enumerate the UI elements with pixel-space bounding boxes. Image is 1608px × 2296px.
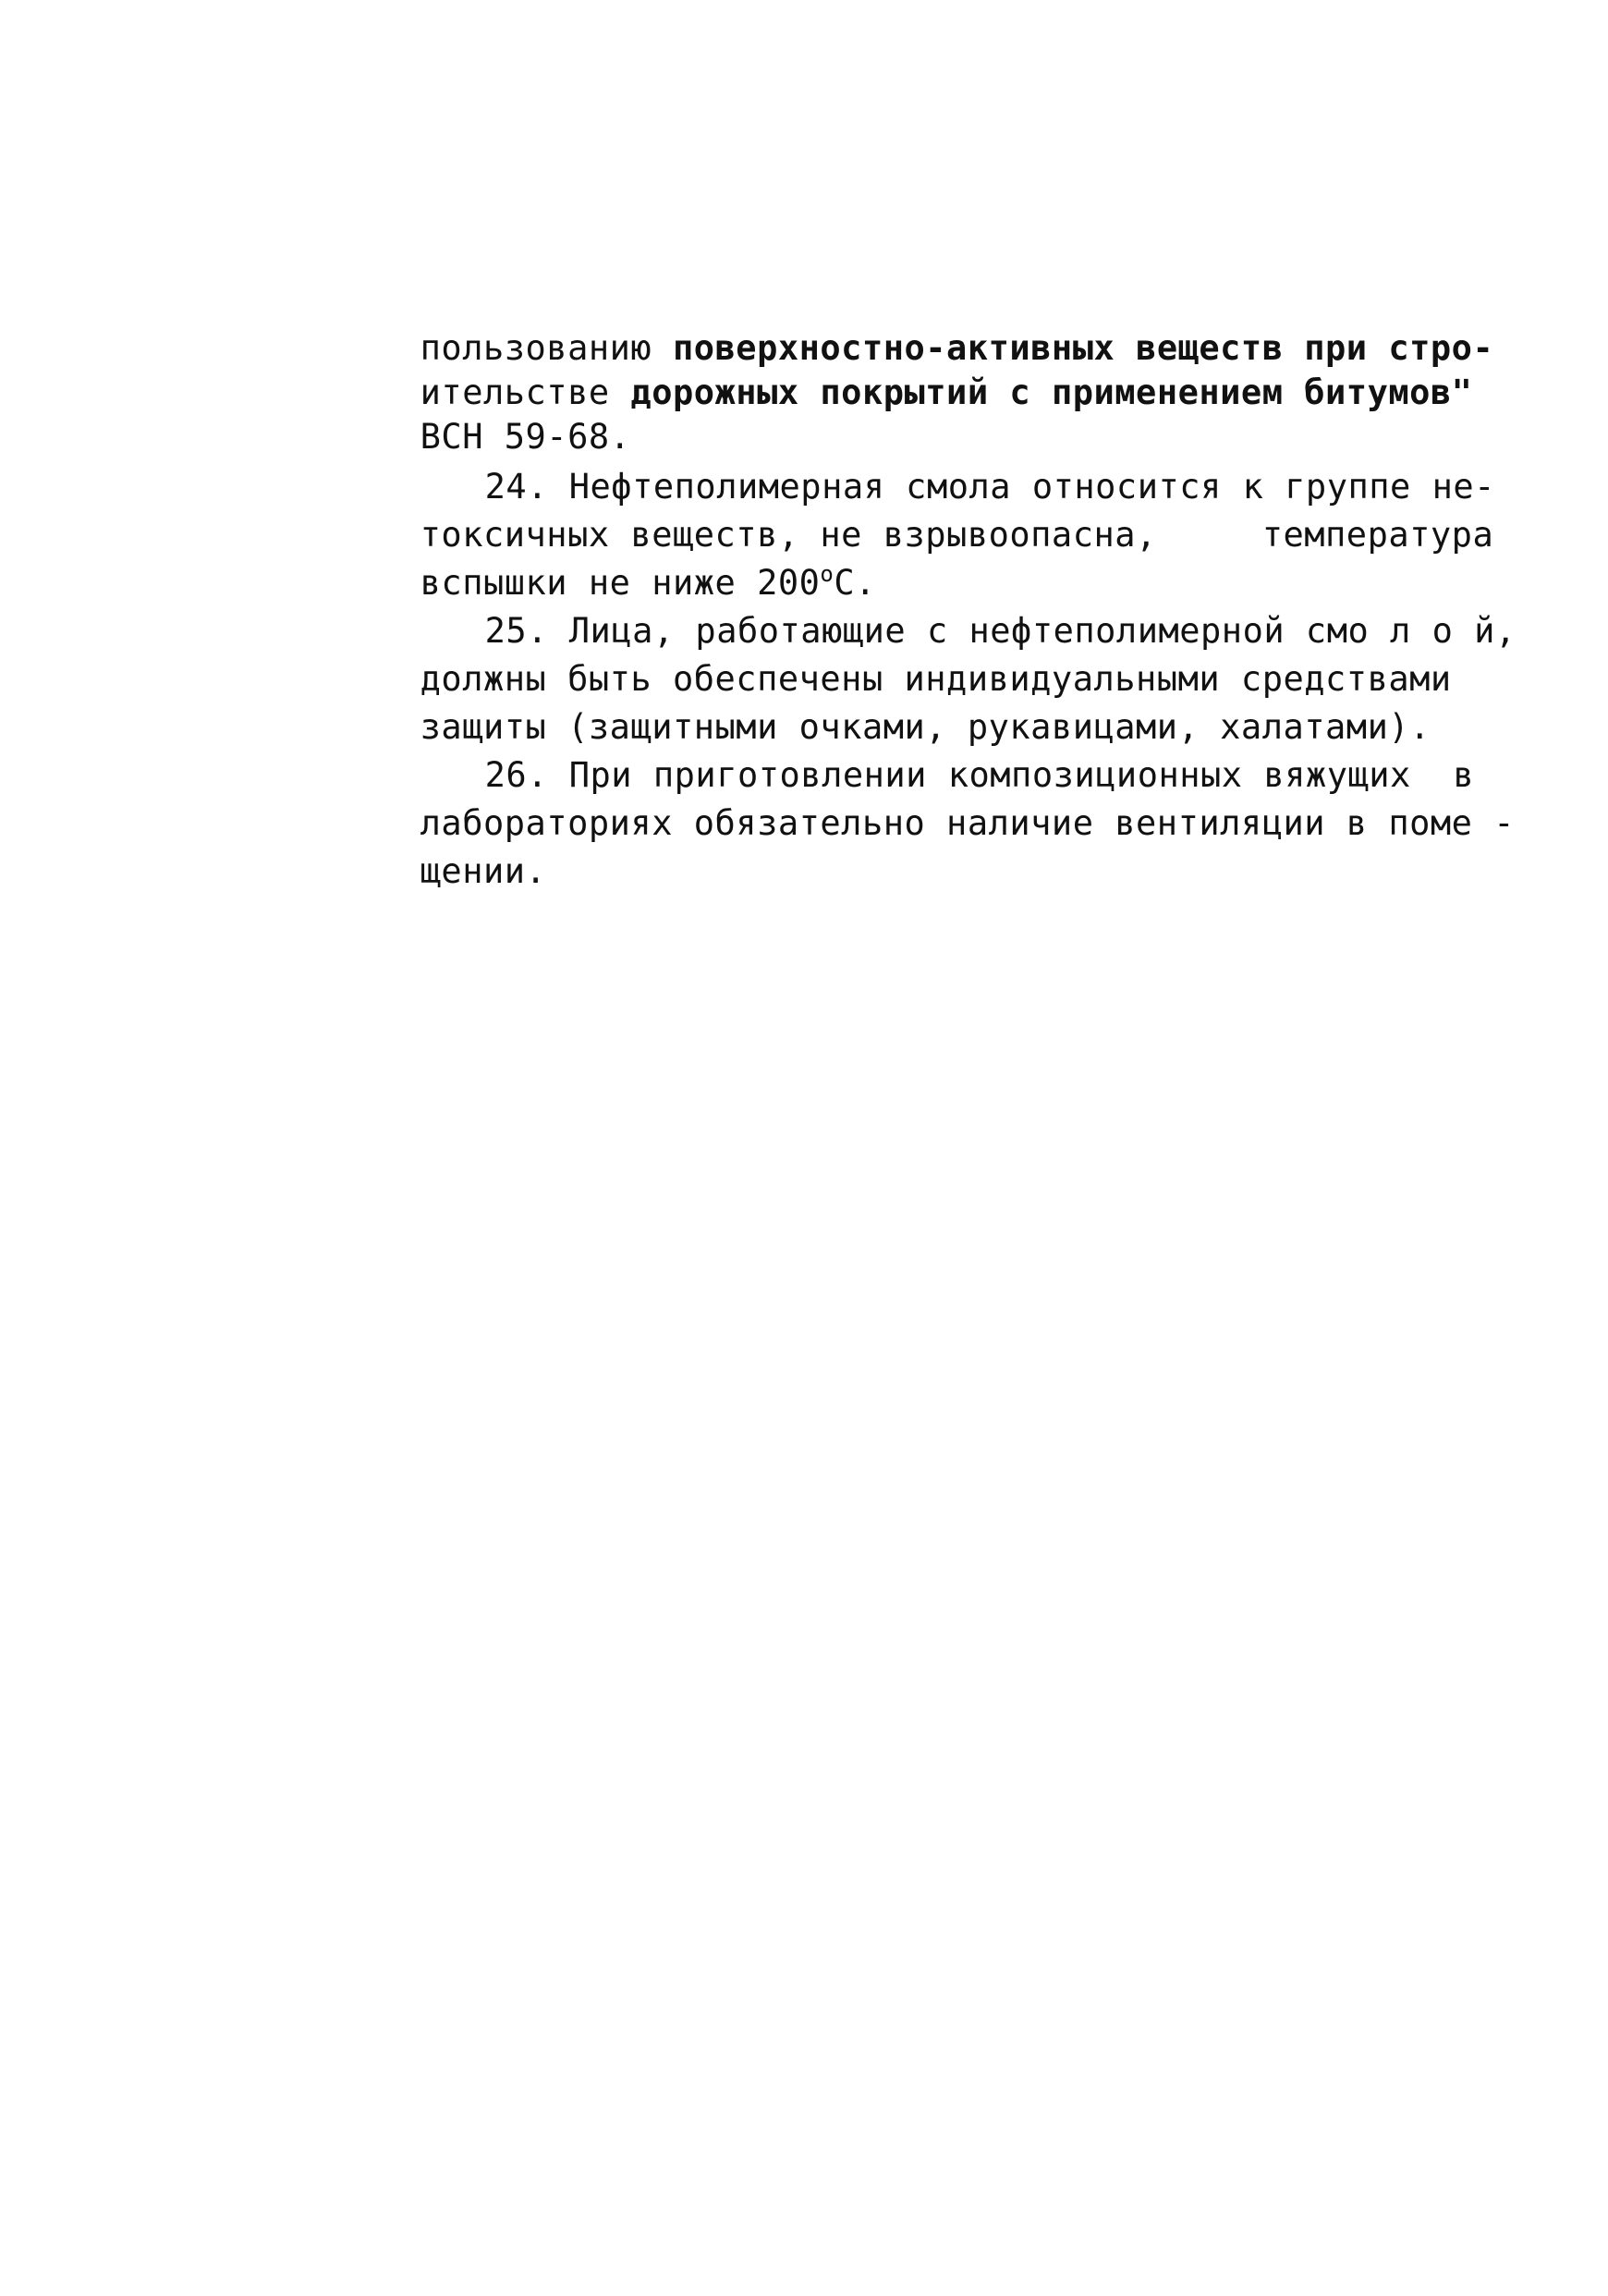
text-line-3 bbox=[294, 371, 631, 457]
degree-mark: о bbox=[820, 561, 834, 587]
paragraph-25-line-2 bbox=[294, 613, 1452, 699]
line-6-text: вспышки не ниже 200 bbox=[420, 563, 821, 603]
line-10-text: 26. При приготовлении композиционных вяжущих в bbox=[484, 755, 1475, 795]
line-5-text: токсичных веществ, не взрывоопасна, температура bbox=[420, 515, 1494, 555]
line-2-bold: дорожных покрытий с применением битумов" bbox=[630, 372, 1473, 412]
paragraph-24-line-2 bbox=[294, 469, 1494, 555]
line-1-regular: пользованию bbox=[420, 328, 673, 368]
text-line-2 bbox=[294, 326, 1473, 412]
line-11-text: лабораториях обязательно наличие вентиляции в поме - bbox=[420, 803, 1516, 843]
paragraph-24-line-3 bbox=[294, 517, 876, 603]
paragraph-25-line-1 bbox=[359, 565, 1517, 651]
paragraph-26-line-2 bbox=[294, 757, 1516, 843]
paragraph-26-line-3 bbox=[294, 805, 547, 891]
line-1-bold: поверхностно-активных веществ при стро- bbox=[672, 328, 1494, 368]
paragraph-24-line-1 bbox=[359, 421, 1495, 507]
line-8-text: должны быть обеспечены индивидуальными средствами bbox=[420, 659, 1452, 699]
text-line-1 bbox=[294, 282, 1494, 368]
paragraph-25-line-3 bbox=[294, 661, 1431, 747]
line-7-text: 25. Лица, работающие с нефтеполимерной смо л о й, bbox=[484, 611, 1517, 651]
line-12-text: щении. bbox=[420, 851, 547, 891]
line-6-after: С. bbox=[834, 563, 876, 603]
line-9-text: защиты (защитными очками, рукавицами, халатами). bbox=[420, 707, 1431, 747]
line-3-text: ВСН 59-68. bbox=[420, 417, 631, 457]
line-4-text: 24. Нефтеполимерная смола относится к группе не- bbox=[484, 467, 1495, 507]
line-2-regular: ительстве bbox=[420, 372, 631, 412]
paragraph-26-line-1 bbox=[359, 709, 1475, 795]
